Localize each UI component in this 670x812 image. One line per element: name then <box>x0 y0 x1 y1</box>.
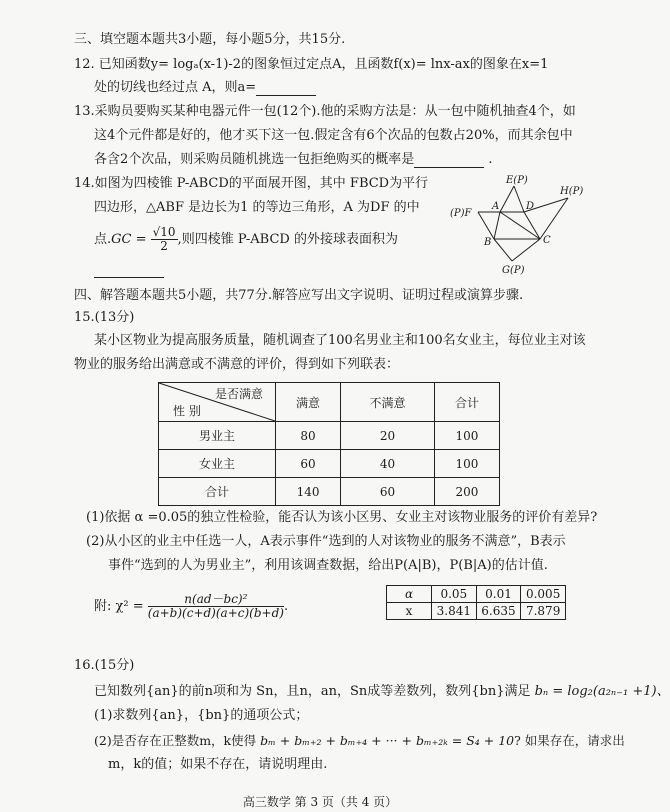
formula-numerator: n(ad－bc)² <box>148 593 284 607</box>
pyramid-net-figure <box>440 172 590 282</box>
table-cell: 60 <box>276 450 341 478</box>
gc-frac-num: √10 <box>152 225 176 239</box>
formula-label: 附: χ² = <box>94 599 144 614</box>
q13-line3-text: 各含2个次品，则采购员随机挑选一包拒绝购买的概率是 <box>94 152 415 167</box>
alpha-label: α <box>387 586 432 603</box>
table-cell: 80 <box>276 422 341 450</box>
label-b: B <box>484 237 492 248</box>
q16-line4: m，k的值；如果不存在，请说明理由. <box>108 757 328 772</box>
q12-line1: 12. 已知函数y= logₐ(x-1)-2的图象恒过定点A，且函数f(x)= lnx-ax的图象在x=1 <box>74 57 549 72</box>
q16-number: 16.(15分) <box>74 658 135 673</box>
edge-fb <box>478 212 494 239</box>
q12-line2 <box>94 80 316 96</box>
edge-ac <box>500 212 540 239</box>
contingency-table <box>158 382 500 506</box>
edge-dc <box>524 212 540 239</box>
corner-bottom-label: 性 别 <box>173 404 201 418</box>
q16-line3-formula: bₘ + bₘ₊₂ + bₘ₊₄ + ··· + bₘ₊₂ₖ = S₄ + 10 <box>260 733 515 748</box>
answer-blank-13 <box>414 155 484 168</box>
q15-part1: (1)依据 α =0.05的独立性检验，能否认为该小区男、女业主对该物业服务的评价有差异? <box>86 510 598 525</box>
table-cell: 100 <box>434 450 499 478</box>
edge-bg <box>494 239 512 261</box>
table-cell: 3.841 <box>432 603 477 620</box>
table-cell: 0.005 <box>521 586 566 603</box>
table-row <box>159 450 500 478</box>
formula-end: . <box>283 599 289 614</box>
edge-cg <box>512 239 540 261</box>
q14-line2: 四边形，△ABF 是边长为1 的等边三角形，A 为DF 的中 <box>94 200 420 215</box>
q14-line3-pre: 点. <box>94 232 112 247</box>
q14-line3 <box>94 226 398 253</box>
label-h: H(P) <box>560 186 584 197</box>
edge-de <box>514 186 524 212</box>
formula-denominator: (a+b)(c+d)(a+c)(b+d) <box>147 606 284 620</box>
edge-ch <box>540 198 568 239</box>
header-cell: 合计 <box>434 383 499 422</box>
row-label: 合计 <box>159 478 276 506</box>
table-row <box>159 422 500 450</box>
q16-line3-post: ? 如果存在，请求出 <box>514 733 625 748</box>
q15-intro2: 物业的服务给出满意或不满意的评价，得到如下列联表： <box>74 357 400 372</box>
edge-ab <box>494 212 500 239</box>
table-cell: 0.01 <box>476 586 521 603</box>
q15-part2b: 事件“选到的人为男业主”，利用该调查数据，给出P(A|B)，P(B|A)的估计值. <box>108 558 548 573</box>
table-row <box>159 478 500 506</box>
gc-label: GC = <box>111 232 147 247</box>
q15-part2a: (2)从小区的业主中任选一人，A表示事件“选到的人对该物业的服务不满意”，B表示 <box>86 534 566 549</box>
table-cell: 140 <box>276 478 341 506</box>
gc-frac-den: 2 <box>160 239 168 253</box>
header-cell: 满意 <box>276 383 341 422</box>
q15-number: 15.(13分) <box>74 310 135 325</box>
table-cell: 20 <box>341 422 435 450</box>
label-c: C <box>543 235 551 246</box>
table-header-row <box>159 383 500 422</box>
chi-square-formula <box>94 592 288 622</box>
page-footer: 高三数学 第 3 页（共 4 页） <box>242 795 398 809</box>
q16-line1 <box>94 684 670 700</box>
table-cell: 6.635 <box>476 603 521 620</box>
q16-line3-pre: (2)是否存在正整数m，k使得 <box>94 733 257 748</box>
table-row <box>387 586 566 603</box>
q16-line2: (1)求数列{an}，{bn}的通项公式； <box>94 708 309 723</box>
table-row <box>387 603 566 620</box>
table-cell: 100 <box>434 422 499 450</box>
corner-top-label: 是否满意 <box>214 387 263 401</box>
q15-intro1: 某小区物业为提高服务质量，随机调查了100名男业主和100名女业主，每位业主对该 <box>94 333 586 348</box>
table-cell: 0.05 <box>432 586 477 603</box>
label-a: A <box>492 201 500 212</box>
formula-fraction <box>148 593 284 620</box>
q13-line3: 各含2个次品，则采购员随机挑选一包拒绝购买的概率是 . <box>94 152 493 167</box>
table-cell: 7.879 <box>521 603 566 620</box>
label-d: D <box>526 201 535 212</box>
section4-header: 四、解答题本题共5小题，共77分.解答应写出文字说明、证明过程或演算步骤. <box>74 288 524 303</box>
x-label: x <box>387 603 432 620</box>
q13-line1: 13.采购员要购买某种电器元件一包(12个).他的采购方法是：从一包中随机抽查4个，如 <box>74 104 576 119</box>
q14-line1: 14.如图为四棱锥 P-ABCD的平面展开图，其中 FBCD为平行 <box>74 176 429 191</box>
q12-line2-text: 处的切线也经过点 A，则a= <box>94 80 257 95</box>
gc-fraction <box>151 226 178 253</box>
q14-line3-post: ,则四棱锥 P-ABCD 的外接球表面积为 <box>177 232 398 247</box>
q16-line1-formula: bₙ = log₂(a₂ₙ₋₁ +1)、 <box>534 684 670 699</box>
table-cell: 200 <box>434 478 499 506</box>
label-f: (P)F <box>450 208 472 219</box>
edge-ae <box>500 186 514 212</box>
q16-line3 <box>94 733 625 749</box>
section3-header: 三、填空题本题共3小题，每小题5分，共15分. <box>74 32 346 47</box>
critical-value-table <box>386 585 566 620</box>
label-e: E(P) <box>506 175 528 186</box>
table-corner-cell <box>159 383 276 422</box>
answer-blank-12 <box>256 83 316 96</box>
row-label: 女业主 <box>159 450 276 478</box>
q16-line1-text: 已知数列{an}的前n项和为 Sn，且n，an，Sn成等差数列，数列{bn}满足 <box>94 684 531 699</box>
label-g: G(P) <box>502 265 525 276</box>
q14-line4 <box>94 262 164 278</box>
header-cell: 不满意 <box>341 383 435 422</box>
q13-line2: 这4个元件都是好的，他才买下这一包.假定含有6个次品的包数占20%，而其余包中 <box>94 128 573 143</box>
row-label: 男业主 <box>159 422 276 450</box>
answer-blank-14 <box>94 265 164 278</box>
table-cell: 40 <box>341 450 435 478</box>
table-cell: 60 <box>341 478 435 506</box>
